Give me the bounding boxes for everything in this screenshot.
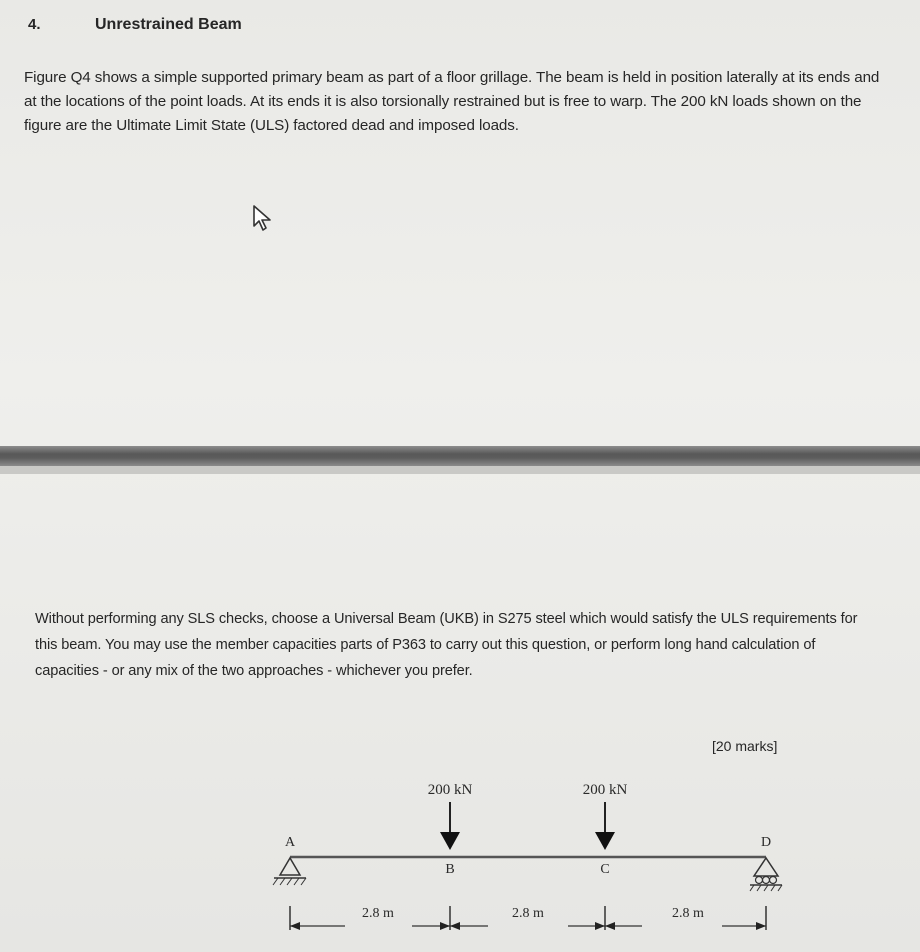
load-c-label: 200 kN bbox=[582, 782, 628, 798]
span-cd-label: 2.8 m bbox=[672, 906, 704, 921]
load-c-arrow bbox=[595, 802, 615, 850]
span-ab-label: 2.8 m bbox=[362, 906, 394, 921]
question-paragraph-2: Without performing any SLS checks, choose a Universal Beam (UKB) in S275 steel which would satisfy the ULS requirements for this beam. You may use the member capacities parts of P363 to carry out this question, or perform long hand calculation of capacities - or any mix of the two approaches - whichever you prefer. bbox=[35, 611, 858, 679]
point-d-label: D bbox=[760, 835, 772, 850]
point-a-label: A bbox=[284, 835, 296, 850]
load-b-label: 200 kN bbox=[427, 782, 473, 798]
point-b-label: B bbox=[445, 862, 455, 877]
roller-support-icon bbox=[750, 858, 782, 891]
point-c-label: C bbox=[600, 862, 610, 877]
question-number: 4. bbox=[28, 16, 41, 33]
question-paragraph-1: Figure Q4 shows a simple supported primary beam as part of a floor grillage. The beam is held in position laterally at its ends and at the locations of the point loads. At its ends it is also torsionally restrained but is free to warp. The 200 kN loads shown on the figure are the Ultimate Limit State (ULS) factored dead and imposed loads. bbox=[24, 69, 880, 134]
marks-label: [20 marks] bbox=[712, 738, 778, 754]
question-title: Unrestrained Beam bbox=[95, 16, 242, 33]
pin-support-icon bbox=[273, 858, 306, 885]
span-bc-label: 2.8 m bbox=[512, 906, 544, 921]
load-b-arrow bbox=[440, 802, 460, 850]
